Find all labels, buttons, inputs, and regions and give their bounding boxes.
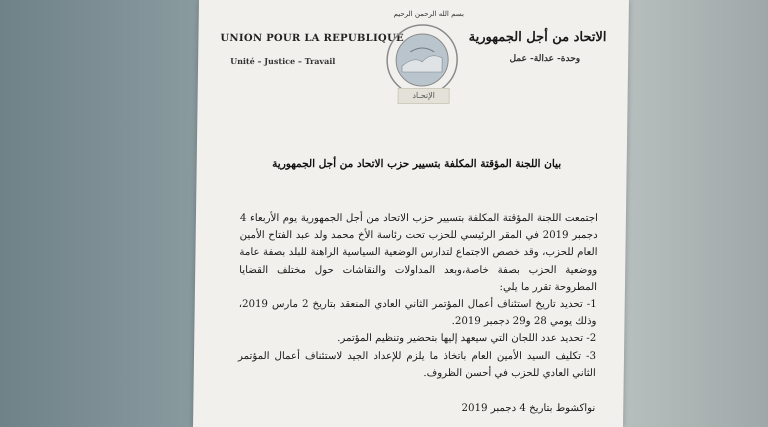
statement-body [238, 210, 598, 382]
party-logo [384, 22, 461, 98]
arabic-motto: وحدة- عدالة- عمل [509, 54, 581, 64]
french-party-name: UNION POUR LA REPUBLIQUE [220, 33, 405, 44]
document-page [193, 0, 629, 427]
intro-paragraph: اجتمعت اللجنة المؤقتة المكلفة بتسيير حزب الاتحاد من أجل الجمهورية يوم الأربعاء 4 دجمبر 2019 في المقر الرئيسي للحزب تحت رئاسة الأخ محمد ولد عبد الفتاح الأمين العام للحزب، وقد خصص الاجتماع لتدارس الوضعية السياسية الراهنة للبلد بصفة عامة ووضعية الحزب بصفة خاصة،وبعد المداولات والنقاشات حول مختلف القضايا المطروحة تقرر ما يلي: [239, 213, 599, 293]
decision-item-2: 2- تحديد عدد اللجان التي سيعهد إليها بتحضير وتنظيم المؤتمر. [337, 333, 597, 345]
arabic-party-name: الاتحاد من أجل الجمهورية [468, 30, 607, 45]
logo-label: الإتحـاد [398, 88, 450, 104]
background-left [0, 0, 200, 427]
french-motto: Unité – Justice – Travail [230, 56, 336, 66]
decision-item-1: 1- تحديد تاريخ استئناف أعمال المؤتمر الثاني العادي المنعقد بتاريخ 2 مارس 2019، وذلك يومي 28 و29 دجمبر 2019. [238, 299, 597, 328]
decision-item-3: 3- تكليف السيد الأمين العام باتخاذ ما يلزم للإعداد الجيد لاستئناف أعمال المؤتمر الثاني العادي للحزب في أحسن الظروف. [237, 350, 597, 379]
date-line: نواكشوط بتاريخ 4 دجمبر 2019 [461, 403, 596, 414]
background-right [618, 0, 768, 427]
basmala: بسم الله الرحمن الرحيم [393, 10, 465, 18]
statement-title: بيان اللجنة المؤقتة المكلفة بتسيير حزب الاتحاد من أجل الجمهورية [272, 158, 562, 170]
